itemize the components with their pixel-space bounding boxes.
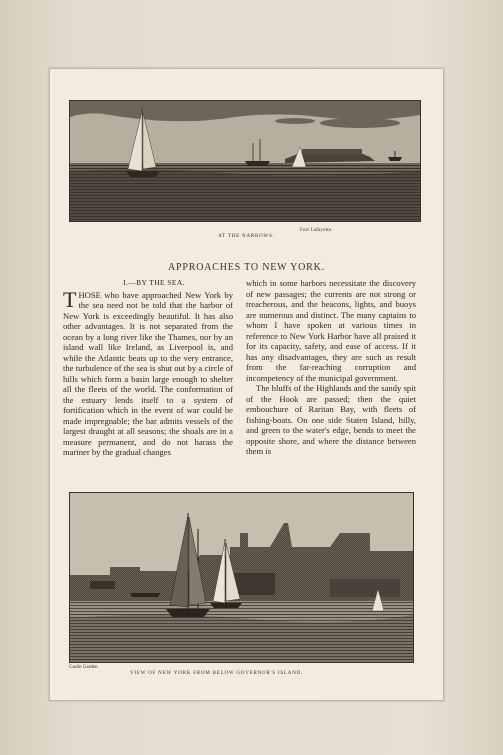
new-york-engraving (69, 492, 414, 663)
right-column-paragraph-2: The bluffs of the Highlands and the sandy spit of the Hook are passed; then the quiet embouchure of Raritan Bay, with fleets of fishing-boats. On one side Staten Island, hilly, and green to the water's edge, bends to meet the opposite shore, and where the distance between them is (246, 383, 416, 456)
narrows-caption: AT THE NARROWS. (218, 234, 275, 239)
new-york-view-caption: VIEW OF NEW YORK FROM BELOW GOVERNOR'S ISLAND. (130, 671, 304, 676)
book-page (49, 68, 444, 701)
drop-cap: T (63, 286, 77, 312)
section-heading: I.—BY THE SEA. (123, 278, 185, 287)
left-column (63, 278, 233, 458)
left-column-body: HOSE who have approached New York by the sea need not be told that the harbor of New York is exceedingly beautiful. It has also other advantages. It is not separated from the ocean by a long river like the Thames, nor by an island wall like Ireland, as Liverpool is, and while the Atlantic beats up to the very entrance, the turbulence of the sea is shut out by a circle of hills which form a basin large enough to shelter all the fleets of the world. The conformation of the estuary lends itself to a system of fortification which in the event of war could be made impregnable; the bar admits vessels of the largest draught at all seasons; the shoals are in a measure permanent, and do not harass the mariner by the gradual changes (63, 289, 233, 457)
right-column (246, 278, 416, 457)
narrows-illustration (70, 101, 420, 221)
right-column-paragraph-1: which in some harbors necessitate the discovery of new passages; the currents are not strong or treacherous, and the beacons, lights, and buoys are numerous and distinct. The many captains to whom I have spoken at various times in reference to New York Harbor have all praised it for its capacity, safety, and ease of access. If it has any disadvantages, they are such as result from the far-reaching corruption and incompetency of the municipal government. (246, 278, 416, 383)
article-title: APPROACHES TO NEW YORK. (168, 262, 325, 273)
narrows-engraving (69, 100, 421, 222)
new-york-illustration (70, 493, 413, 662)
fort-lafayette-caption: Fort Lafayette. (300, 228, 333, 233)
left-column-text (63, 286, 233, 458)
castle-garden-caption: Castle Garden. (69, 665, 99, 670)
